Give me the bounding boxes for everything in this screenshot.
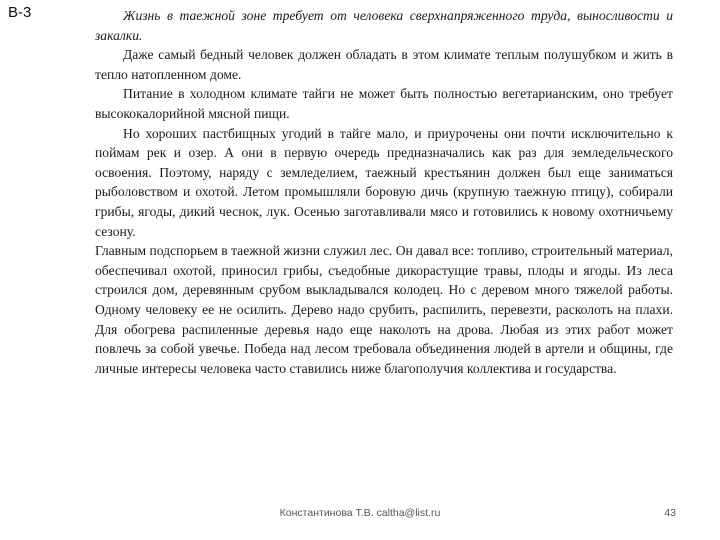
paragraph-1: Жизнь в таежной зоне требует от человека сверхнапряженного труда, выносливости и закалки. xyxy=(95,8,673,43)
paragraph-5: Главным подспорьем в таежной жизни служил лес. Он давал все: топливо, строительный материал, обеспечивал охотой, приносил грибы, съедобные дикорастущие травы, плоды и ягоды. Из леса строился дом, деревянным срубом выкладывался колодец. Но с деревом много тяжелой работы. Одному человеку ее не осилить. Дерево надо срубить, распилить, перевезти, расколоть на плахи. Для обогрева распиленные деревья надо еще наколоть на дрова. Любая из этих работ может повлечь за собой увечье. Победа над лесом требовала объединения людей в артели и общины, где личные интересы человека часто ставились ниже благополучия коллектива и государства. xyxy=(95,243,673,376)
slide-label: В-3 xyxy=(8,4,32,21)
paragraph-2: Даже самый бедный человек должен обладать в этом климате теплым полушубком и жить в тепло натопленном доме. xyxy=(95,47,673,82)
page-number: 43 xyxy=(664,507,676,519)
main-text xyxy=(95,6,673,378)
paragraph-4: Но хороших пастбищных угодий в тайге мало, и приурочены они почти исключительно к поймам рек и озер. А они в первую очередь предназначались как раз для земледельческого освоения. Поэтому, наряду с земледелием, таежный крестьянин должен был еще заниматься рыболовством и охотой. Летом промышляли боровую дичь (крупную таежную птицу), собирали грибы, ягоды, дикий чеснок, лук. Осенью заготавливали мясо и готовились к новому охотничьему сезону. xyxy=(95,125,673,239)
footer-author: Константинова Т.В. caltha@list.ru xyxy=(279,507,441,519)
paragraph-3: Питание в холодном климате тайги не может быть полностью вегетарианским, оно требует высококалорийной мясной пищи. xyxy=(95,86,673,121)
